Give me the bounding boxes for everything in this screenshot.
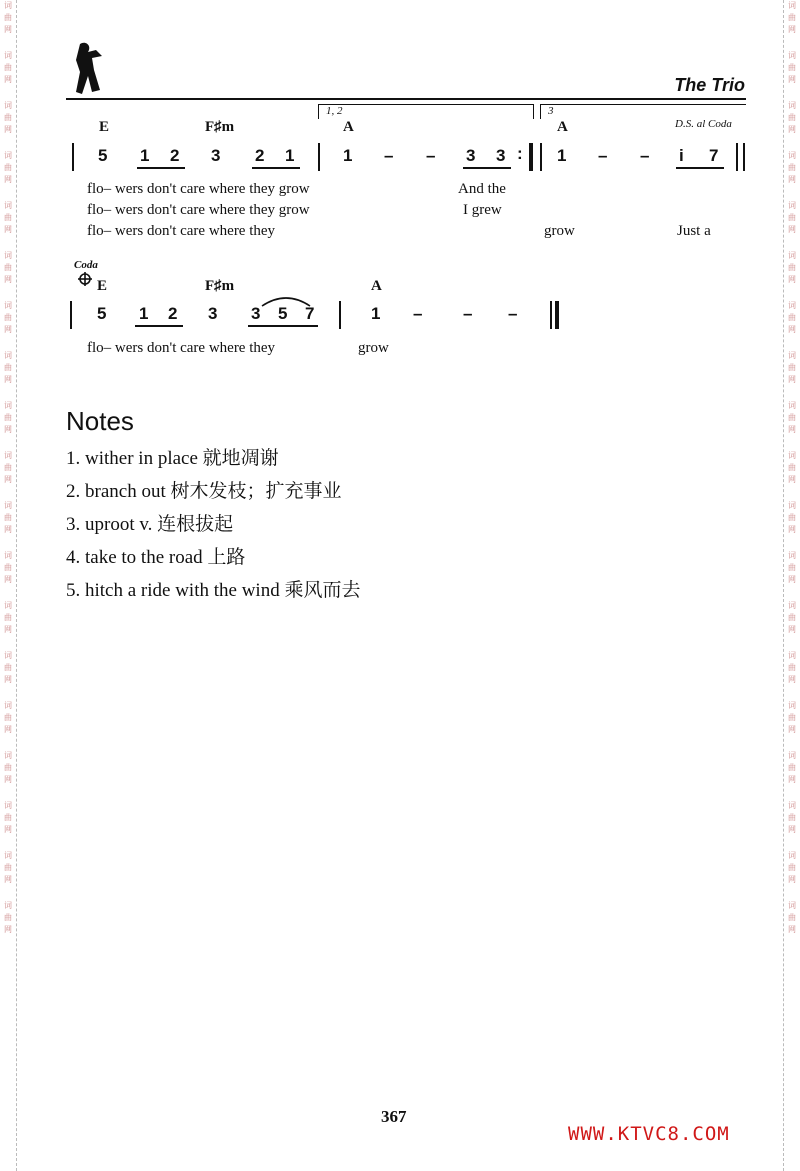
watermark-text: 词 曲 网: [788, 401, 796, 434]
watermark-text: 词 曲 网: [788, 51, 796, 84]
page-number: 367: [381, 1107, 407, 1126]
watermark-text: 词 曲 网: [4, 651, 12, 684]
barline: [550, 301, 552, 329]
barline: [540, 143, 542, 171]
watermark-text: 词 曲 网: [4, 851, 12, 884]
dancer-logo: [66, 40, 110, 98]
barline: [743, 143, 745, 171]
note: 2: [170, 146, 180, 165]
note-dash: –: [463, 304, 473, 323]
chord: E: [97, 278, 108, 294]
watermark-text: 词 曲 网: [4, 51, 12, 84]
chord: F♯m: [205, 278, 235, 294]
watermark-text: 词 曲 网: [4, 151, 12, 184]
watermark-text: 词 曲 网: [4, 451, 12, 484]
note-item: 1. wither in place 就地凋谢: [66, 448, 279, 469]
barline: [72, 143, 74, 171]
volta-1-label: 1, 2: [326, 105, 343, 117]
beam: [252, 167, 300, 169]
watermark-text: 词 曲 网: [4, 1, 12, 34]
note: 7: [305, 304, 315, 323]
watermark-text: 词 曲 网: [4, 901, 12, 934]
note: 1: [139, 304, 149, 323]
repeat-dots: :: [517, 144, 523, 163]
note: 3: [251, 304, 261, 323]
chord: A: [557, 119, 568, 135]
note-item: 5. hitch a ride with the wind 乘风而去: [66, 580, 361, 601]
watermark-text: 词 曲 网: [788, 601, 796, 634]
lyric-line: I grew: [463, 202, 502, 218]
watermark-text: 词 曲 网: [4, 801, 12, 834]
lyric-line: And the: [458, 181, 506, 197]
watermark-text: 词 曲 网: [788, 551, 796, 584]
watermark-text: 词 曲 网: [4, 601, 12, 634]
coda-icon: [78, 272, 92, 286]
site-watermark: WWW.KTVC8.COM: [568, 1123, 730, 1145]
lyric-line: grow: [544, 223, 575, 239]
volta-bracket-1: [318, 104, 534, 119]
barline: [318, 143, 320, 171]
watermark-text: 词 曲 网: [4, 551, 12, 584]
note: 1: [343, 146, 353, 165]
note-item: 2. branch out 树木发枝；扩充事业: [66, 481, 342, 502]
watermark-text: 词 曲 网: [4, 251, 12, 284]
beam: [135, 325, 183, 327]
watermark-text: 词 曲 网: [788, 101, 796, 134]
final-barline: [555, 301, 559, 329]
note: 5: [98, 146, 108, 165]
watermark-text: 词 曲 网: [4, 351, 12, 384]
watermark-text: 词 曲 网: [788, 901, 796, 934]
watermark-text: 词 曲 网: [788, 1, 796, 34]
watermark-text: 词 曲 网: [788, 501, 796, 534]
left-watermark-strip: [0, 0, 17, 1171]
note-dash: –: [426, 146, 436, 165]
note: 3: [208, 304, 218, 323]
beam: [463, 167, 511, 169]
notes-heading: Notes: [66, 406, 134, 436]
lyric-line: grow: [358, 340, 389, 356]
lyric-line: flo– wers don't care where they: [87, 223, 276, 239]
slur: [260, 294, 312, 308]
watermark-text: 词 曲 网: [4, 101, 12, 134]
note-dash: –: [508, 304, 518, 323]
lyric-line: flo– wers don't care where they grow: [87, 202, 310, 218]
note: 1: [557, 146, 567, 165]
note-dash: –: [598, 146, 608, 165]
watermark-text: 词 曲 网: [788, 451, 796, 484]
note-dash: –: [384, 146, 394, 165]
beam: [137, 167, 185, 169]
watermark-text: 词 曲 网: [788, 851, 796, 884]
watermark-text: 词 曲 网: [4, 301, 12, 334]
watermark-text: 词 曲 网: [788, 801, 796, 834]
watermark-text: 词 曲 网: [788, 751, 796, 784]
note: 1: [371, 304, 381, 323]
watermark-text: 词 曲 网: [788, 201, 796, 234]
watermark-text: 词 曲 网: [4, 201, 12, 234]
chord: A: [343, 119, 354, 135]
note: 5: [97, 304, 107, 323]
note: 2: [168, 304, 178, 323]
note: 1: [285, 146, 295, 165]
page-header-title: The Trio: [674, 75, 745, 95]
repeat-barline: [529, 143, 533, 171]
note-dash: –: [413, 304, 423, 323]
watermark-text: 词 曲 网: [788, 151, 796, 184]
watermark-text: 词 曲 网: [788, 351, 796, 384]
note-dash: –: [640, 146, 650, 165]
watermark-text: 词 曲 网: [4, 701, 12, 734]
watermark-text: 词 曲 网: [788, 301, 796, 334]
watermark-text: 词 曲 网: [788, 701, 796, 734]
coda-label: Coda: [74, 259, 98, 271]
note-item: 4. take to the road 上路: [66, 547, 246, 568]
watermark-text: 词 曲 网: [788, 651, 796, 684]
volta-2-label: 3: [548, 105, 554, 117]
note: 3: [466, 146, 476, 165]
note: 7: [709, 146, 719, 165]
barline: [736, 143, 738, 171]
barline: [70, 301, 72, 329]
note-item: 3. uproot v. 连根拔起: [66, 514, 234, 535]
barline: [339, 301, 341, 329]
chord: A: [371, 278, 382, 294]
chord: E: [99, 119, 110, 135]
right-watermark-strip: [783, 0, 800, 1171]
lyric-line: flo– wers don't care where they: [87, 340, 276, 356]
watermark-text: 词 曲 网: [788, 251, 796, 284]
ds-al-coda: D.S. al Coda: [675, 118, 732, 130]
note-high: i: [679, 146, 684, 165]
note: 3: [211, 146, 221, 165]
volta-bracket-2: [540, 104, 746, 119]
chord: F♯m: [205, 119, 235, 135]
note: 5: [278, 304, 288, 323]
beam: [676, 167, 724, 169]
watermark-text: 词 曲 网: [4, 501, 12, 534]
watermark-text: 词 曲 网: [4, 751, 12, 784]
lyric-line: Just a: [677, 223, 711, 239]
note: 2: [255, 146, 265, 165]
header-rule: [66, 98, 746, 100]
watermark-text: 词 曲 网: [4, 401, 12, 434]
lyric-line: flo– wers don't care where they grow: [87, 181, 310, 197]
note: 1: [140, 146, 150, 165]
beam: [248, 325, 318, 327]
note: 3: [496, 146, 506, 165]
